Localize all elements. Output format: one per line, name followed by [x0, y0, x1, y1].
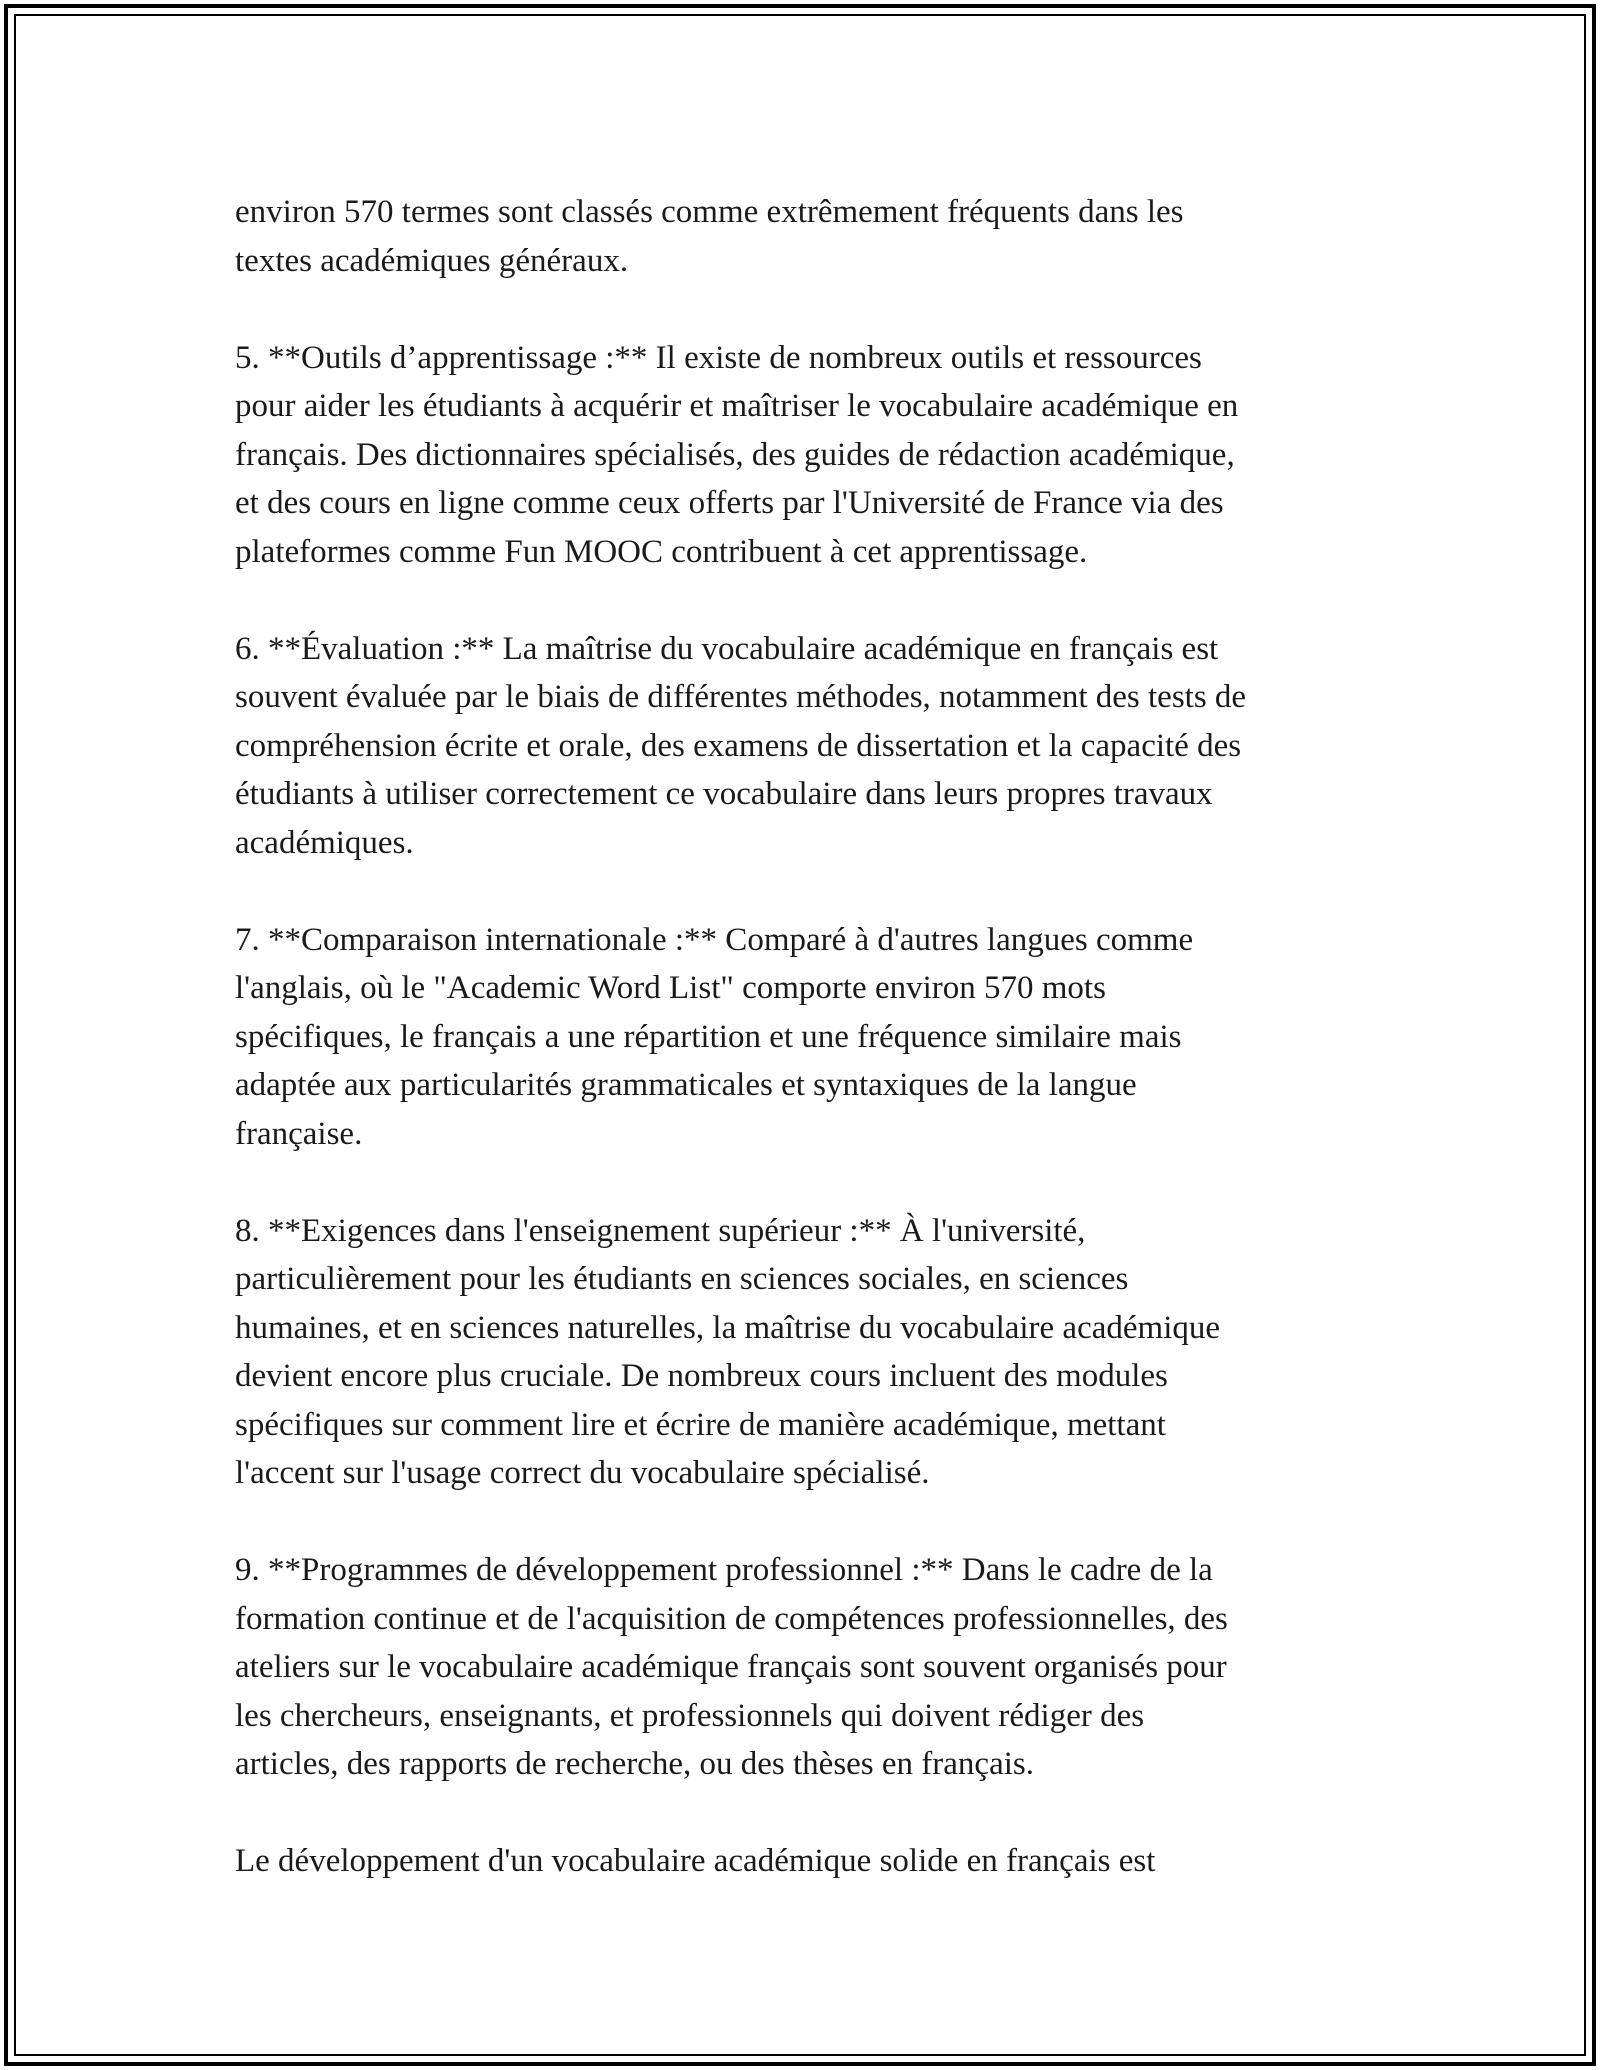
text-line: Le développement d'un vocabulaire académique solide en français est [235, 1843, 1156, 1879]
text-line: formation continue et de l'acquisition de compétences professionnelles, des [235, 1600, 1228, 1637]
text-line: textes académiques généraux. [235, 242, 629, 279]
text-line: spécifiques sur comment lire et écrire de manière académique, mettant [235, 1406, 1166, 1443]
text-line: humaines, et en sciences naturelles, la maîtrise du vocabulaire académique [235, 1309, 1221, 1346]
text-line: pour aider les étudiants à acquérir et maîtriser le vocabulaire académique en [235, 388, 1239, 424]
text-line: articles, des rapports de recherche, ou des thèses en français. [235, 1746, 1034, 1782]
text-line: 8. **Exigences dans l'enseignement supérieur :** À l'université, [235, 1212, 1086, 1249]
text-line: environ 570 termes sont classés comme extrêmement fréquents dans les [235, 194, 1184, 230]
text-line: étudiants à utiliser correctement ce vocabulaire dans leurs propres travaux [235, 776, 1213, 812]
text-line: 5. **Outils d’apprentissage :** Il existe de nombreux outils et ressources [235, 339, 1202, 376]
text-line: l'accent sur l'usage correct du vocabulaire spécialisé. [235, 1455, 930, 1491]
text-line: 6. **Évaluation :** La maîtrise du vocabulaire académique en français est [235, 630, 1219, 667]
text-line: devient encore plus cruciale. De nombreux cours incluent des modules [235, 1358, 1168, 1394]
paragraph-item-8 [235, 1207, 1415, 1498]
text-line: l'anglais, où le "Academic Word List" comporte environ 570 mots [235, 970, 1106, 1006]
paragraph-item-9 [235, 1546, 1415, 1789]
text-line: particulièrement pour les étudiants en sciences sociales, en sciences [235, 1261, 1129, 1297]
text-line: académiques. [235, 824, 414, 861]
text-line: française. [235, 1115, 363, 1152]
text-line: 9. **Programmes de développement professionnel :** Dans le cadre de la [235, 1552, 1213, 1588]
text-line: les chercheurs, enseignants, et professionnels qui doivent rédiger des [235, 1697, 1145, 1734]
paragraph-item-5 [235, 334, 1415, 577]
document-body [235, 188, 1415, 1934]
paragraph-item-6 [235, 625, 1415, 868]
text-line: français. Des dictionnaires spécialisés, des guides de rédaction académique, [235, 436, 1235, 473]
text-line: ateliers sur le vocabulaire académique français sont souvent organisés pour [235, 1649, 1227, 1685]
text-line: souvent évaluée par le biais de différentes méthodes, notamment des tests de [235, 679, 1247, 715]
text-line: plateformes comme Fun MOOC contribuent à cet apprentissage. [235, 533, 1088, 570]
text-line: 7. **Comparaison internationale :** Comparé à d'autres langues comme [235, 921, 1194, 958]
text-line: compréhension écrite et orale, des examens de dissertation et la capacité des [235, 727, 1242, 764]
text-line: adaptée aux particularités grammaticales et syntaxiques de la langue [235, 1067, 1137, 1103]
paragraph-item-7 [235, 916, 1415, 1159]
paragraph-continuation [235, 188, 1415, 285]
text-line: spécifiques, le français a une répartition et une fréquence similaire mais [235, 1018, 1182, 1055]
text-line: et des cours en ligne comme ceux offerts par l'Université de France via des [235, 485, 1224, 521]
paragraph-conclusion [235, 1837, 1415, 1886]
